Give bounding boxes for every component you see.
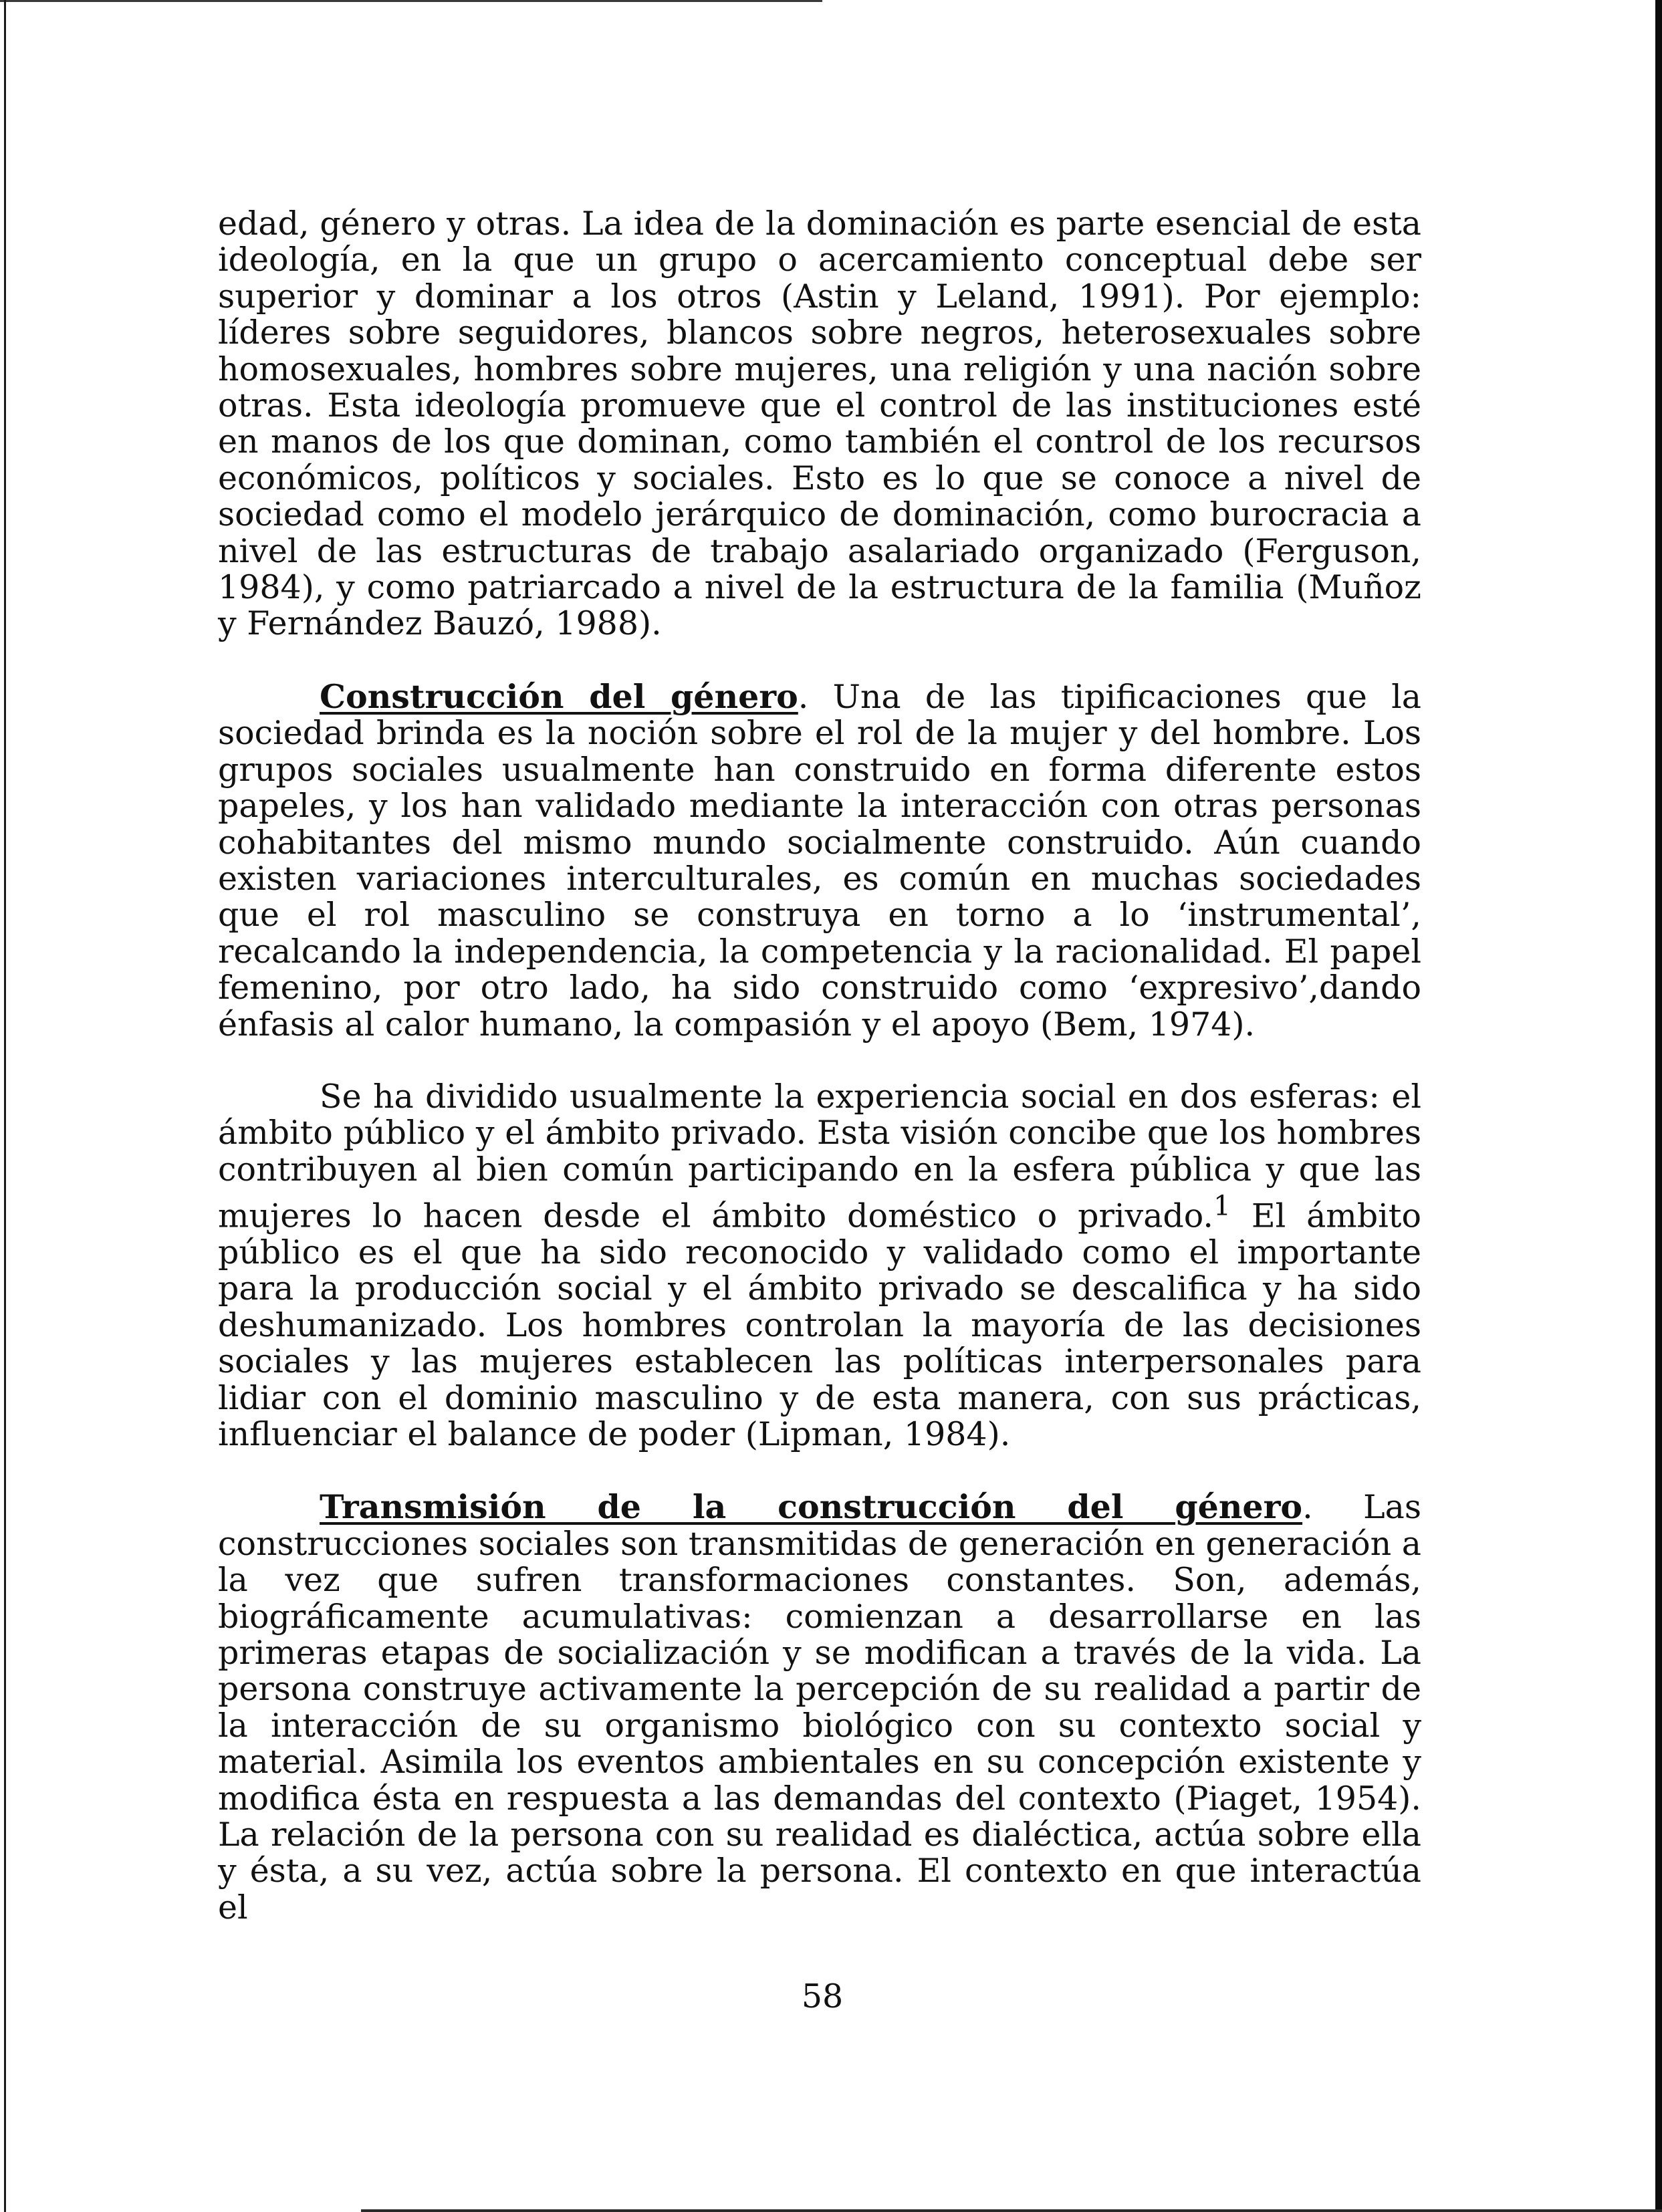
paragraph-ambitos — [218, 1079, 1421, 1453]
document-body — [218, 206, 1421, 1926]
page-scan-edge-top — [0, 0, 822, 2]
page-scan-edge-left — [4, 0, 6, 2212]
paragraph-body: . Las construcciones sociales son transmitidas de generación en generación a la vez que sufren transformaciones constantes. Son, además, biográficamente acumulativas: comienzan a desarrollarse en las primeras etapas de socialización y se modifican a través de la vida. La persona construye activamente la percepción de su realidad a partir de la interacción de su organismo biológico con su contexto social y material. Asimila los eventos ambientales en su concepción existente y modifica ésta en respuesta a las demandas del contexto (Piaget, 1954). La relación de la persona con su realidad es dialéctica, actúa sobre ella y ésta, a su vez, actúa sobre la persona. El contexto en que interactúa el — [218, 1488, 1421, 1927]
paragraph-body: Se ha dividido usualmente la experiencia social en dos esferas: el ámbito público y el ámbito privado. Esta visión concibe que los hombres contribuyen al bien común participando en la esfera pública y que las mujeres lo hacen desde el ámbito doméstico o privado. — [218, 1077, 1421, 1235]
paragraph-body: . Una de las tipificaciones que la sociedad brinda es la noción sobre el rol de la mujer y del hombre. Los grupos sociales usualmente han construido en forma diferente estos papeles, y los han validado mediante la interacción con otras personas cohabitantes del mismo mundo socialmente construido. Aún cuando existen variaciones interculturales, es común en muchas sociedades que el rol masculino se construya en torno a lo ‘instrumental’, recalcando la independencia, la competencia y la racionalidad. El papel femenino, por otro lado, ha sido construido como ‘expresivo’,dando énfasis al calor humano, la compasión y el apoyo (Bem, 1974). — [218, 677, 1422, 1043]
paragraph-construccion-genero — [218, 679, 1421, 1043]
paragraph-body: edad, género y otras. La idea de la dominación es parte esencial de esta ideología, en la que un grupo o acercamiento conceptual debe ser superior y dominar a los otros (Astin y Leland, 1991). Por ejemplo: líderes sobre seguidores, blancos sobre negros, heterosexuales sobre homosexuales, hombres sobre mujeres, una religión y una nación sobre otras. Esta ideología promueve que el control de las instituciones esté en manos de los que dominan, como también el control de los recursos económicos, políticos y sociales. Esto es lo que se conoce a nivel de sociedad como el modelo jerárquico de dominación, como burocracia a nivel de las estructuras de trabajo asalariado organizado (Ferguson, 1984), y como patriarcado a nivel de la estructura de la familia (Muñoz y Fernández Bauzó, 1988). — [218, 205, 1421, 643]
section-heading-transmision: Transmisión de la construcción del género — [320, 1487, 1303, 1527]
section-heading-construccion: Construcción del género — [320, 677, 798, 716]
page-scan-edge-right — [1655, 0, 1662, 2212]
page-number: 58 — [801, 1977, 844, 2015]
paragraph-dominacion — [218, 206, 1421, 642]
paragraph-body-continued: El ámbito público es el que ha sido reconocido y validado como el importante para la producción social y el ámbito privado se descalifica y ha sido deshumanizado. Los hombres controlan la mayoría de las decisiones sociales y las mujeres establecen las políticas interpersonales para lidiar con el dominio masculino y de esta manera, con sus prácticas, influenciar el balance de poder (Lipman, 1984). — [218, 1197, 1422, 1453]
paragraph-transmision — [218, 1489, 1421, 1926]
page-scan-edge-bottom — [361, 2209, 1662, 2212]
footnote-ref: 1 — [1213, 1190, 1231, 1223]
